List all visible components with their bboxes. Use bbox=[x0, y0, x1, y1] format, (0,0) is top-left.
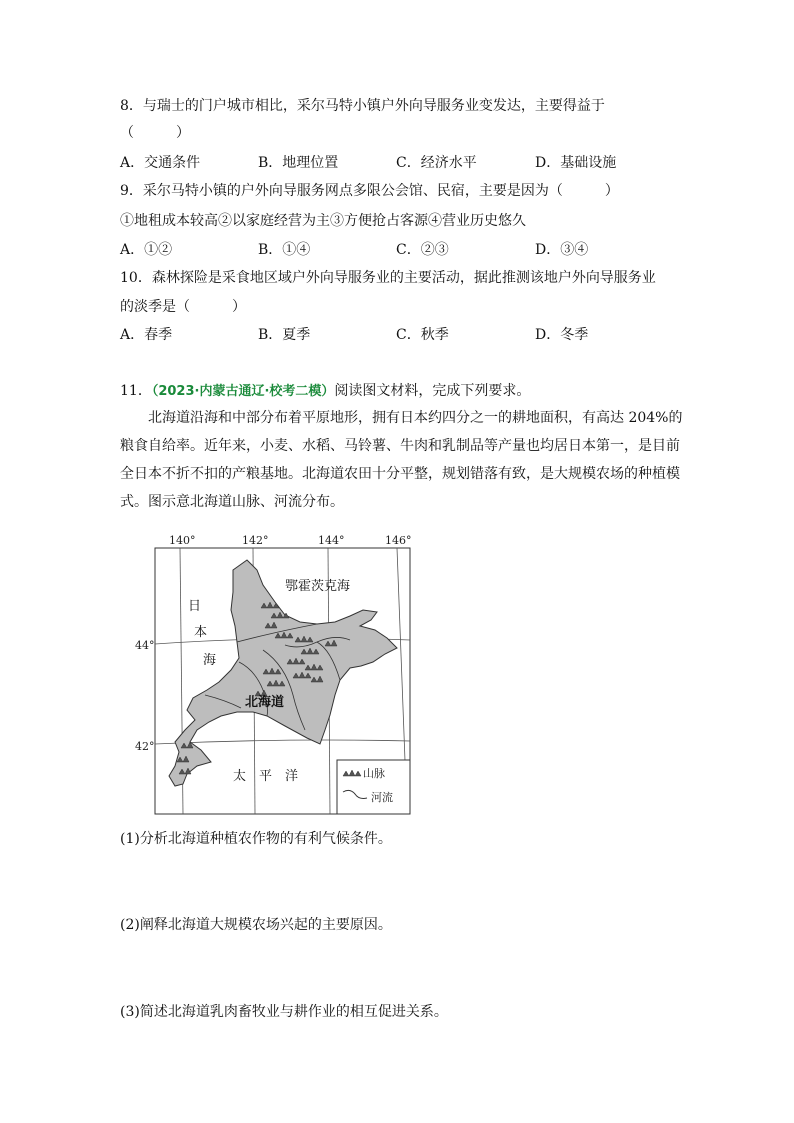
q10-option-d: D．冬季 bbox=[535, 327, 589, 343]
q11-paragraph: 北海道沿海和中部分布着平原地形，拥有日本约四分之一的耕地面积，有高达 204%的粮食自给率。近年来，小麦、水稻、马铃薯、牛肉和乳制品等产量也均居日本第一，是目前全日本不折不扣的产粮基地。北海道农田十分平整，规划错落有致，是大规模农场的种植模式。图示意北海道山脉、河流分布。 bbox=[120, 410, 683, 510]
pacific-label: 太 平 洋 bbox=[233, 769, 299, 784]
lon-label-144: 144° bbox=[318, 534, 345, 547]
q10-stem-line2: 的淡季是（ ） bbox=[120, 299, 246, 315]
lon-label-146: 146° bbox=[385, 534, 412, 547]
legend-mountain-label: 山脉 bbox=[363, 767, 385, 780]
q8-stem: 8．与瑞士的门户城市相比，采尔马特小镇户外向导服务业变发达，主要得益于 bbox=[120, 98, 605, 114]
q9-option-c: C．②③ bbox=[396, 242, 449, 258]
hokkaido-label: 北海道 bbox=[245, 695, 285, 710]
japan-sea-label-3: 海 bbox=[203, 653, 217, 668]
q11-number: 11． bbox=[120, 383, 152, 399]
q11-sub-2: (2)阐释北海道大规模农场兴起的主要原因。 bbox=[120, 917, 392, 933]
q9-option-a: A．①② bbox=[120, 242, 173, 258]
q9-items: ①地租成本较高②以家庭经营为主③方便抢占客源④营业历史悠久 bbox=[120, 213, 526, 229]
q10-option-b: B．夏季 bbox=[258, 327, 311, 343]
japan-sea-label-1: 日 bbox=[188, 599, 202, 614]
legend-river-label: 河流 bbox=[371, 791, 393, 804]
japan-sea-label-2: 本 bbox=[194, 625, 208, 640]
q10-stem-line1: 10．森林探险是采食地区域户外向导服务业的主要活动，据此推测该地户外向导服务业 bbox=[120, 270, 656, 286]
q10-option-a: A．春季 bbox=[120, 327, 173, 343]
lon-label-140: 140° bbox=[169, 534, 196, 547]
q8-option-b: B．地理位置 bbox=[258, 155, 339, 171]
lon-label-142: 142° bbox=[242, 534, 269, 547]
lat-label-44: 44° bbox=[135, 639, 155, 652]
q8-option-d: D．基础设施 bbox=[535, 155, 617, 171]
q9-option-b: B．①④ bbox=[258, 242, 311, 258]
q11-sub-3: (3)简述北海道乳肉畜牧业与耕作业的相互促进关系。 bbox=[120, 1004, 448, 1020]
q9-option-d: D．③④ bbox=[535, 242, 589, 258]
okhotsk-sea-label: 鄂霍茨克海 bbox=[285, 579, 351, 594]
q11-instruction: 阅读图文材料，完成下列要求。 bbox=[334, 383, 531, 399]
q8-option-a: A．交通条件 bbox=[120, 155, 201, 171]
q10-option-c: C．秋季 bbox=[396, 327, 449, 343]
q8-paren: （ ） bbox=[120, 125, 190, 141]
q11-sub-1: (1)分析北海道种植农作物的有利气候条件。 bbox=[120, 831, 392, 847]
q11-source: （2023·内蒙古通辽·校考二模） bbox=[151, 384, 335, 399]
q8-option-c: C．经济水平 bbox=[396, 155, 477, 171]
hokkaido-map bbox=[135, 530, 415, 820]
lat-label-42: 42° bbox=[135, 740, 155, 753]
q9-stem: 9．采尔马特小镇的户外向导服务网点多限公会馆、民宿，主要是因为（ ） bbox=[120, 183, 619, 199]
q11-header bbox=[120, 381, 530, 402]
